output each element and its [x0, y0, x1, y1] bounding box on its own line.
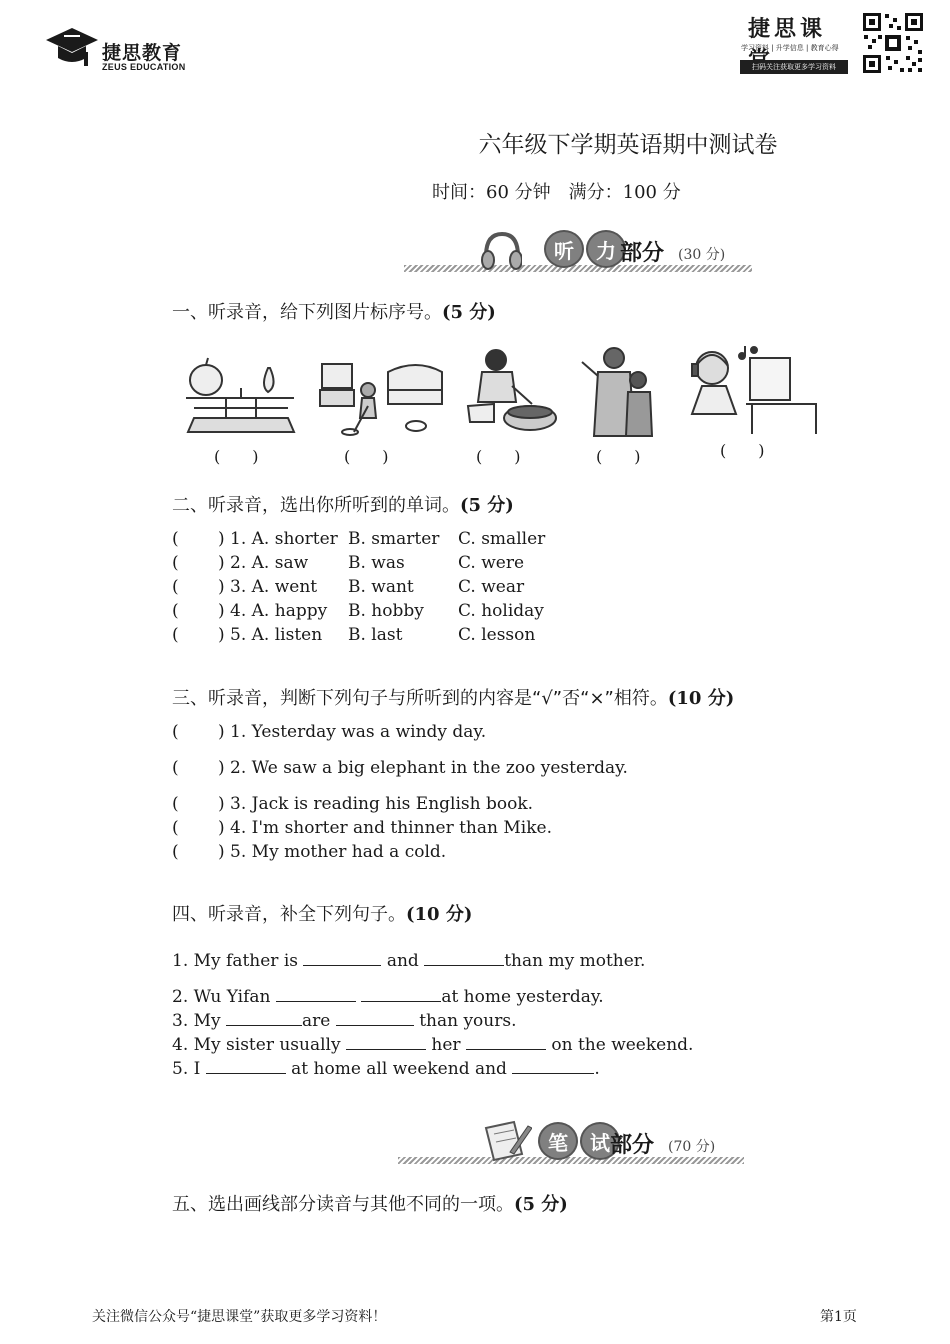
banner-char: 笔: [538, 1122, 578, 1160]
banner-char: 试: [580, 1122, 620, 1160]
option-b: B. last: [348, 625, 403, 645]
sentence-text: .: [594, 1059, 600, 1079]
fill-sentence: [172, 951, 645, 971]
logo-cn-text: 捷思教育: [102, 42, 183, 64]
option-a: ) 4. A. happy: [218, 601, 328, 621]
scale-fruit-picture: [184, 346, 300, 440]
judge-sentence: ) 3. Jack is reading his English book.: [218, 794, 534, 814]
section-5-heading: [172, 1190, 568, 1216]
judge-sentence: ) 5. My mother had a cold.: [218, 842, 447, 862]
option-a: ) 1. A. shorter: [218, 529, 338, 549]
section-points: (10 分): [406, 904, 473, 925]
answer-blank[interactable]: [206, 1059, 286, 1074]
section-3-heading: [172, 684, 734, 710]
picture-answer-paren[interactable]: ( ): [214, 447, 259, 466]
answer-blank[interactable]: [276, 987, 356, 1002]
jiesi-classroom-logo: [738, 12, 850, 78]
answer-paren[interactable]: (: [172, 722, 179, 742]
washing-clothes-picture: [464, 346, 560, 440]
section-number: 五、: [172, 1194, 208, 1215]
option-a: ) 5. A. listen: [218, 625, 323, 645]
section-text: 听录音，给下列图片标序号。: [208, 302, 442, 323]
banner-score: (30 分): [678, 247, 726, 263]
choice-row: [172, 529, 572, 553]
picture-answer-paren[interactable]: ( ): [344, 447, 389, 466]
fill-sentence: [172, 1059, 600, 1079]
option-a: ) 3. A. went: [218, 577, 318, 597]
option-a: ) 2. A. saw: [218, 553, 309, 573]
picture-answer-paren[interactable]: ( ): [720, 441, 765, 460]
banner-divider: [404, 265, 752, 272]
headphones-icon: [480, 228, 522, 274]
choice-row: [172, 577, 572, 601]
sentence-text: than my mother.: [504, 951, 646, 971]
judge-sentence: ) 1. Yesterday was a windy day.: [218, 722, 487, 742]
judge-sentence: ) 4. I'm shorter and thinner than Mike.: [218, 818, 552, 838]
sentence-text: at home all weekend and: [291, 1059, 507, 1079]
judge-row: [172, 842, 672, 866]
banner-score: (70 分): [668, 1139, 716, 1155]
answer-blank[interactable]: [361, 987, 441, 1002]
computer-music-picture: [686, 344, 822, 436]
banner-char: 力: [586, 230, 626, 268]
choice-row: [172, 553, 572, 577]
answer-blank[interactable]: [512, 1059, 594, 1074]
sentence-text: her: [431, 1035, 461, 1055]
answer-paren[interactable]: (: [172, 758, 179, 778]
answer-blank[interactable]: [466, 1035, 546, 1050]
graduation-cap-icon: [44, 22, 100, 72]
logo-en-text: ZEUS EDUCATION: [102, 62, 186, 72]
choice-row: [172, 601, 572, 625]
section-number: 四、: [172, 904, 208, 925]
option-b: B. smarter: [348, 529, 440, 549]
section-number: 一、: [172, 302, 208, 323]
option-b: B. want: [348, 577, 414, 597]
answer-paren[interactable]: (: [172, 577, 179, 597]
answer-blank[interactable]: [303, 951, 381, 966]
section-points: (10 分): [667, 688, 735, 709]
sentence-text: on the weekend.: [551, 1035, 694, 1055]
picture-answer-paren[interactable]: ( ): [596, 447, 641, 466]
option-c: C. holiday: [458, 601, 544, 621]
exam-info: 时间：60 分钟 满分：100 分: [432, 182, 681, 203]
judge-row: [172, 758, 672, 782]
picture-answer-paren[interactable]: ( ): [476, 447, 521, 466]
footer-note: 关注微信公众号“捷思课堂”获取更多学习资料！: [92, 1309, 387, 1325]
scroll-pen-icon: [480, 1118, 532, 1166]
option-b: B. was: [348, 553, 405, 573]
page-title: 六年级下学期英语期中测试卷: [478, 132, 778, 158]
judge-row: [172, 794, 672, 818]
section-text: 听录音，判断下列句子与所听到的内容是“√”否“×”相符。: [208, 688, 668, 709]
section-points: (5 分): [514, 1194, 568, 1215]
answer-blank[interactable]: [226, 1011, 302, 1026]
option-c: C. wear: [458, 577, 525, 597]
sentence-text: are: [302, 1011, 331, 1031]
judge-sentence: ) 2. We saw a big elephant in the zoo yesterday.: [218, 758, 628, 778]
listening-banner: [404, 226, 752, 276]
sentence-text: 5. I: [172, 1059, 201, 1079]
section-number: 二、: [172, 495, 208, 516]
section-text: 选出画线部分读音与其他不同的一项。: [208, 1194, 514, 1215]
answer-blank[interactable]: [424, 951, 504, 966]
sentence-text: at home yesterday.: [441, 987, 604, 1007]
answer-blank[interactable]: [346, 1035, 426, 1050]
answer-paren[interactable]: (: [172, 794, 179, 814]
fill-sentence: [172, 1011, 517, 1031]
banner-part: 部分: [620, 241, 665, 266]
judge-row: [172, 818, 672, 842]
classroom-tags: 学习资料 | 升学信息 | 教育心得: [741, 44, 839, 52]
answer-paren[interactable]: (: [172, 529, 179, 549]
section-number: 三、: [172, 688, 208, 709]
sentence-text: than yours.: [419, 1011, 517, 1031]
answer-paren[interactable]: (: [172, 601, 179, 621]
answer-paren[interactable]: (: [172, 553, 179, 573]
section-2-heading: [172, 491, 514, 517]
zeus-logo: [44, 22, 214, 72]
option-c: C. lesson: [458, 625, 536, 645]
section-text: 听录音，补全下列句子。: [208, 904, 406, 925]
fill-sentence: [172, 1035, 693, 1055]
section-1-heading: [172, 298, 496, 324]
judge-row: [172, 722, 672, 746]
option-c: C. smaller: [458, 529, 546, 549]
cleaning-room-picture: [316, 350, 446, 440]
section-4-heading: [172, 900, 472, 926]
sentence-text: 2. Wu Yifan: [172, 987, 271, 1007]
answer-paren[interactable]: (: [172, 818, 179, 838]
section-points: (5 分): [442, 302, 496, 323]
banner-divider: [398, 1157, 744, 1164]
sentence-text: 3. My: [172, 1011, 221, 1031]
choice-row: [172, 625, 572, 649]
option-c: C. were: [458, 553, 525, 573]
answer-paren[interactable]: (: [172, 842, 179, 862]
answer-blank[interactable]: [336, 1011, 414, 1026]
banner-char: 听: [544, 230, 584, 268]
sentence-text: 1. My father is: [172, 951, 298, 971]
section-text: 听录音，选出你所听到的单词。: [208, 495, 460, 516]
answer-paren[interactable]: (: [172, 625, 179, 645]
page-number: 第1页: [820, 1309, 857, 1325]
writing-banner: [398, 1118, 744, 1168]
classroom-bar: 扫码关注获取更多学习资料: [740, 60, 848, 74]
father-and-son-picture: [576, 346, 668, 440]
sentence-text: 4. My sister usually: [172, 1035, 341, 1055]
qr-code-icon: [862, 12, 924, 74]
classroom-title: 捷思课: [748, 16, 827, 42]
fill-sentence: [172, 987, 604, 1007]
option-b: B. hobby: [348, 601, 424, 621]
banner-part: 部分: [610, 1133, 655, 1158]
sentence-text: and: [386, 951, 419, 971]
section-points: (5 分): [460, 495, 514, 516]
